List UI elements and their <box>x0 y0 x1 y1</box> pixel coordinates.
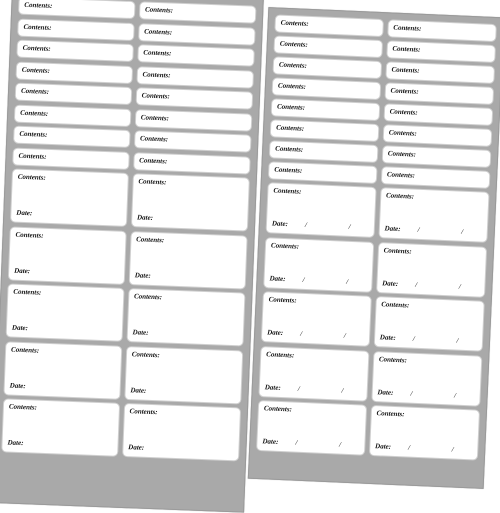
small-label <box>134 130 252 152</box>
large-label <box>378 187 489 243</box>
date-slashes: / / <box>415 280 481 292</box>
date-slashes: / / <box>297 384 364 396</box>
date-label: Date: <box>9 381 26 390</box>
contents-label: Contents: <box>20 108 49 118</box>
contents-label: Contents: <box>263 404 293 414</box>
contents-label: Contents: <box>275 144 304 154</box>
contents-label: Contents: <box>273 186 302 196</box>
contents-label: Contents: <box>266 349 295 360</box>
contents-label: Contents: <box>129 407 158 417</box>
large-label <box>373 296 484 352</box>
contents-label: Contents: <box>13 287 42 297</box>
large-label <box>256 400 367 456</box>
contents-label: Contents: <box>275 123 305 133</box>
small-label <box>385 61 495 83</box>
small-label <box>14 104 132 126</box>
contents-label: Contents: <box>276 102 306 112</box>
small-label <box>386 40 496 62</box>
small-label <box>135 109 253 131</box>
contents-label: Contents: <box>136 234 165 244</box>
small-label <box>16 61 134 83</box>
contents-label: Contents: <box>8 402 38 412</box>
date-label: Date: <box>16 208 33 218</box>
contents-label: Contents: <box>389 107 418 117</box>
date-slashes: / / <box>410 389 477 401</box>
small-label <box>383 103 493 125</box>
contents-label: Contents: <box>385 191 415 201</box>
contents-label: Contents: <box>20 86 50 96</box>
large-label <box>3 341 122 399</box>
date-label: Date: <box>130 385 147 395</box>
small-label <box>13 126 131 148</box>
label-grid-right <box>255 14 497 481</box>
contents-label: Contents: <box>392 44 421 54</box>
contents-label: Contents: <box>387 149 417 159</box>
date-label: Date: <box>384 224 401 234</box>
small-label <box>381 145 491 167</box>
contents-label: Contents: <box>21 65 51 75</box>
contents-label: Contents: <box>390 86 419 96</box>
large-label <box>371 350 482 406</box>
date-slashes: / / <box>304 220 371 232</box>
large-label <box>126 288 245 346</box>
contents-label: Contents: <box>144 26 173 37</box>
contents-label: Contents: <box>142 69 171 80</box>
small-label <box>18 0 136 19</box>
large-label <box>128 231 247 289</box>
date-label: Date: <box>267 328 284 338</box>
date-label: Date: <box>132 328 149 337</box>
date-label: Date: <box>379 333 396 342</box>
contents-label: Contents: <box>18 151 47 161</box>
date-label: Date: <box>7 438 24 448</box>
date-slashes: / / <box>300 329 366 341</box>
date-label: Date: <box>264 382 281 392</box>
small-label <box>274 14 384 36</box>
date-slashes: / / <box>417 225 484 237</box>
small-label <box>268 161 378 183</box>
small-label <box>17 18 135 40</box>
small-label <box>384 82 494 104</box>
contents-label: Contents: <box>143 48 172 58</box>
small-label <box>15 83 133 105</box>
large-label <box>6 283 125 341</box>
date-label: Date: <box>134 270 151 280</box>
contents-label: Contents: <box>376 409 405 419</box>
date-label: Date: <box>136 213 154 222</box>
contents-label: Contents: <box>378 354 408 364</box>
date-label: Date: <box>377 387 394 397</box>
contents-label: Contents: <box>393 23 422 33</box>
date-slashes: / / <box>295 438 362 450</box>
small-label <box>133 152 251 174</box>
small-label <box>273 35 383 57</box>
small-label <box>382 124 492 146</box>
small-label <box>387 19 497 41</box>
date-label: Date: <box>262 437 279 446</box>
contents-label: Contents: <box>15 230 44 240</box>
small-label <box>135 87 253 109</box>
small-label <box>12 147 130 169</box>
contents-label: Contents: <box>277 81 307 91</box>
contents-label: Contents: <box>131 349 160 359</box>
contents-label: Contents: <box>138 177 167 187</box>
small-label <box>272 77 382 99</box>
contents-label: Contents: <box>140 112 170 122</box>
large-label <box>263 237 374 293</box>
contents-label: Contents: <box>270 240 300 251</box>
contents-label: Contents: <box>386 170 416 180</box>
contents-label: Contents: <box>23 22 52 32</box>
contents-label: Contents: <box>139 134 169 144</box>
date-label: Date: <box>269 273 286 283</box>
contents-label: Contents: <box>279 39 308 49</box>
contents-label: Contents: <box>278 60 308 70</box>
contents-label: Contents: <box>388 128 417 138</box>
date-label: Date: <box>271 219 289 229</box>
contents-label: Contents: <box>268 295 297 305</box>
small-label <box>139 1 257 23</box>
contents-label: Contents: <box>22 43 51 53</box>
date-slashes: / / <box>407 443 474 455</box>
contents-label: Contents: <box>17 172 46 182</box>
date-label: Date: <box>374 442 392 451</box>
large-label <box>258 346 369 402</box>
date-label: Date: <box>11 323 29 333</box>
date-slashes: / / <box>412 334 479 346</box>
small-label <box>272 56 382 78</box>
date-label: Date: <box>14 266 31 275</box>
large-label <box>266 182 377 238</box>
large-label <box>122 403 241 461</box>
contents-label: Contents: <box>10 345 40 355</box>
date-label: Date: <box>128 443 145 452</box>
small-label <box>136 66 254 88</box>
contents-label: Contents: <box>19 129 48 139</box>
date-slashes: / / <box>302 275 369 287</box>
large-label <box>261 291 372 347</box>
large-label <box>10 168 129 226</box>
contents-label: Contents: <box>383 245 412 256</box>
large-label <box>124 345 243 403</box>
contents-label: Contents: <box>144 5 174 15</box>
large-label <box>376 242 487 298</box>
contents-label: Contents: <box>274 165 303 175</box>
small-label <box>16 40 134 62</box>
large-label <box>369 405 480 461</box>
large-label <box>131 173 250 231</box>
contents-label: Contents: <box>381 300 410 310</box>
date-label: Date: <box>382 278 399 288</box>
small-label <box>137 44 255 66</box>
contents-label: Contents: <box>24 0 53 10</box>
contents-label: Contents: <box>141 91 170 101</box>
small-label <box>270 119 380 141</box>
contents-label: Contents: <box>391 65 420 75</box>
small-label <box>381 166 491 188</box>
large-label <box>1 398 120 456</box>
large-label <box>8 226 127 284</box>
label-sheet-right <box>248 7 500 489</box>
small-label <box>271 98 381 120</box>
small-label <box>138 23 256 45</box>
contents-label: Contents: <box>280 18 309 28</box>
small-label <box>269 140 379 162</box>
contents-label: Contents: <box>139 155 168 165</box>
contents-label: Contents: <box>133 292 163 302</box>
